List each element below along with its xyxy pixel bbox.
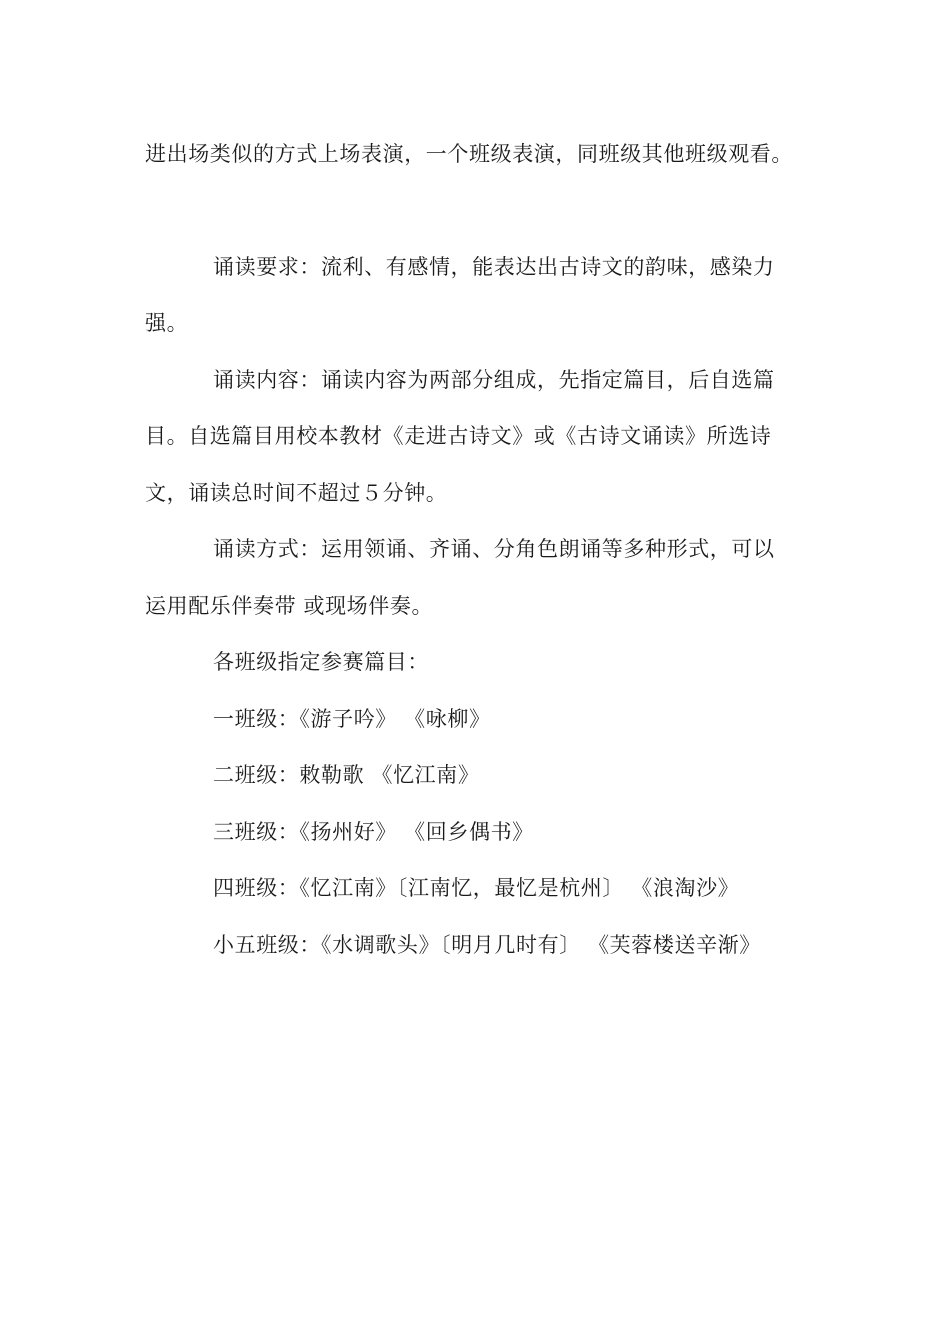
recitation-content-line-3: 文，诵读总时间不超过５分钟。 <box>145 481 448 505</box>
class-5-pieces: 小五班级：《水调歌头》〔明月几时有〕 《芙蓉楼送辛渐》 <box>213 933 761 957</box>
paragraph-continuation-line: 进出场类似的方式上场表演，一个班级表演，同班级其他班级观看。 <box>145 142 793 166</box>
class-1-pieces: 一班级：《游子吟》 《咏柳》 <box>213 707 491 731</box>
recitation-requirements-line-1: 诵读要求：流利、有感情，能表达出古诗文的韵味，感染力 <box>213 255 775 279</box>
recitation-method-line-1: 诵读方式：运用领诵、齐诵、分角色朗诵等多种形式，可以 <box>213 537 775 561</box>
recitation-content-line-2: 目。自选篇目用校本教材《走进古诗文》或《古诗文诵读》所选诗 <box>145 424 772 448</box>
class-3-pieces: 三班级：《扬州好》 《回乡偶书》 <box>213 820 534 844</box>
class-4-pieces: 四班级：《忆江南》〔江南忆，最忆是杭州〕 《浪淘沙》 <box>213 876 740 900</box>
assigned-pieces-heading: 各班级指定参赛篇目： <box>213 650 429 674</box>
recitation-content-line-1: 诵读内容：诵读内容为两部分组成，先指定篇目，后自选篇 <box>213 368 775 392</box>
class-2-pieces: 二班级：敕勒歌 《忆江南》 <box>213 763 480 787</box>
recitation-method-line-2: 运用配乐伴奏带 或现场伴奏。 <box>145 594 434 618</box>
recitation-requirements-line-2: 强。 <box>145 311 189 335</box>
